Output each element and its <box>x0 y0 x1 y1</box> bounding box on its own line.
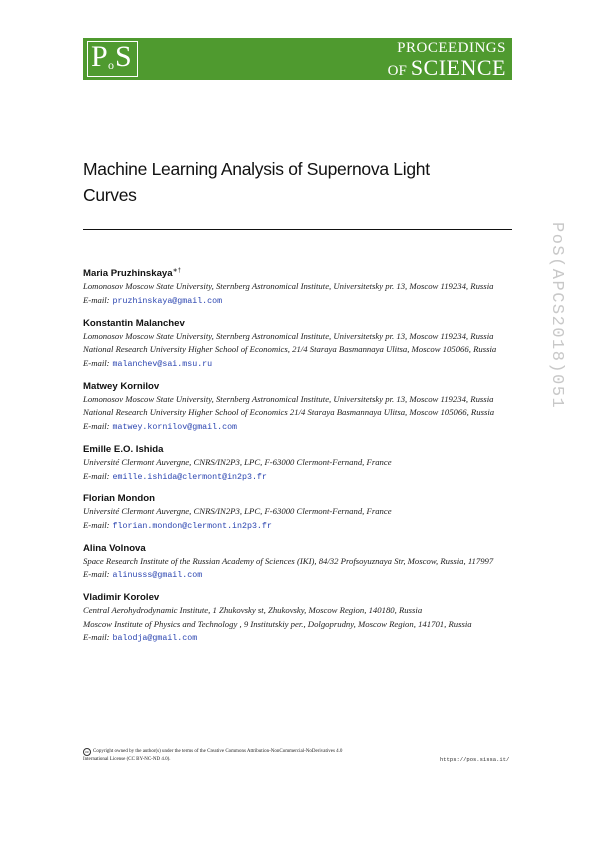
author-block <box>83 265 513 309</box>
email-label: E-mail: <box>83 421 110 432</box>
author-name <box>83 265 513 280</box>
cc-license-icon: cc <box>83 748 91 756</box>
author-block <box>83 542 513 583</box>
author-name-text: Alina Volnova <box>83 542 146 554</box>
author-affiliation: Lomonosov Moscow State University, Sternberg Astronomical Institute, Universitetsky pr. 13, Moscow 119234, Russia <box>83 330 494 341</box>
author-affiliation: Lomonosov Moscow State University, Sternberg Astronomical Institute, Universitetsky pr. 13, Moscow 119234, Russia <box>83 393 494 404</box>
publisher-science-word: SCIENCE <box>410 55 506 80</box>
author-affiliation: National Research University Higher School of Economics 21/4 Staraya Basmannaya Ulitsa, Moscow 105066, Russia <box>83 407 495 418</box>
author-email-line <box>83 470 513 485</box>
pos-banner <box>83 38 512 80</box>
author-block <box>83 443 513 484</box>
author-list <box>83 265 513 654</box>
email-label: E-mail: <box>83 294 110 305</box>
author-email-link[interactable]: malanchev@sai.msu.ru <box>112 360 213 369</box>
author-affiliation: Lomonosov Moscow State University, Sternberg Astronomical Institute, Universitetsky pr. 13, Moscow 119234, Russia <box>83 281 494 292</box>
author-affiliation: Université Clermont Auvergne, CNRS/IN2P3, LPC, F-63000 Clermont-Fernand, France <box>83 506 392 517</box>
author-name-text: Konstantin Malanchev <box>83 317 185 329</box>
email-label: E-mail: <box>83 519 110 530</box>
paper-title: Machine Learning Analysis of Supernova Light Curves <box>83 159 430 205</box>
license-text: Copyright owned by the author(s) under the terms of the Creative Commons Attribution-NonCommercial-NoDerivatives 4.0 International License (CC BY-NC-ND 4.0). <box>83 749 343 762</box>
author-block <box>83 591 513 646</box>
author-email-line <box>83 420 513 435</box>
publisher-science <box>388 55 506 81</box>
publisher-proceedings: PROCEEDINGS <box>397 40 506 56</box>
author-name <box>83 317 513 330</box>
author-affiliation: Central Aerohydrodynamic Institute, 1 Zhukovsky st, Zhukovsky, Moscow Region, 140180, Russia <box>83 605 423 616</box>
author-name <box>83 443 513 456</box>
pos-logo <box>87 41 138 77</box>
author-email-line <box>83 568 513 583</box>
author-email-link[interactable]: emille.ishida@clermont@in2p3.fr <box>112 472 267 482</box>
logo-letter-s: S <box>115 40 132 73</box>
logo-letter-p: P <box>91 40 108 73</box>
author-affiliation: Space Research Institute of the Russian Academy of Sciences (IKI), 84/32 Profsoyuznaya Str, Moscow, Russia, 117997 <box>83 555 494 566</box>
author-affiliation: Université Clermont Auvergne, CNRS/IN2P3, LPC, F-63000 Clermont-Fernand, France <box>83 456 392 467</box>
author-name-text: Matwey Kornilov <box>83 380 160 392</box>
author-footnote-mark: ∗† <box>172 268 181 274</box>
author-email-line <box>83 357 513 372</box>
author-name <box>83 492 513 505</box>
author-email-line <box>83 294 513 309</box>
author-affiliation: National Research University Higher School of Economics, 21/4 Staraya Basmannaya Ulitsa, Moscow 105066, Russia <box>83 344 497 355</box>
title-divider <box>83 229 512 230</box>
author-name-text: Florian Mondon <box>83 493 155 505</box>
author-block <box>83 317 513 372</box>
email-label: E-mail: <box>83 470 110 481</box>
email-label: E-mail: <box>83 569 110 580</box>
author-email-link[interactable]: pruzhinskaya@gmail.com <box>112 296 223 306</box>
author-name-text: Maria Pruzhinskaya <box>83 268 173 280</box>
author-block <box>83 380 513 435</box>
author-block <box>83 492 513 533</box>
author-email-link[interactable]: alinusss@gmail.com <box>112 571 203 581</box>
pos-url-link[interactable]: https://pos.sissa.it/ <box>440 756 510 763</box>
author-name <box>83 591 513 604</box>
email-label: E-mail: <box>83 358 110 368</box>
author-name <box>83 380 513 393</box>
author-email-line <box>83 519 513 534</box>
author-email-link[interactable]: matwey.kornilov@gmail.com <box>112 423 238 433</box>
author-affiliation: Moscow Institute of Physics and Technology , 9 Institutskiy per., Dolgoprudny, Moscow Region, 141701, Russia <box>83 618 472 629</box>
author-name <box>83 542 513 555</box>
logo-letter-o: o <box>108 58 114 72</box>
side-identifier: PoS(APCS2018)051 <box>547 222 566 410</box>
license-notice <box>83 748 343 763</box>
author-name-text: Vladimir Korolev <box>83 592 160 604</box>
author-email-link[interactable]: balodja@gmail.com <box>112 634 198 644</box>
author-email-link[interactable]: florian.mondon@clermont.in2p3.fr <box>112 521 272 531</box>
author-email-line <box>83 631 513 646</box>
author-name-text: Emille E.O. Ishida <box>83 443 164 455</box>
publisher-of: OF <box>387 63 407 79</box>
email-label: E-mail: <box>83 632 110 643</box>
